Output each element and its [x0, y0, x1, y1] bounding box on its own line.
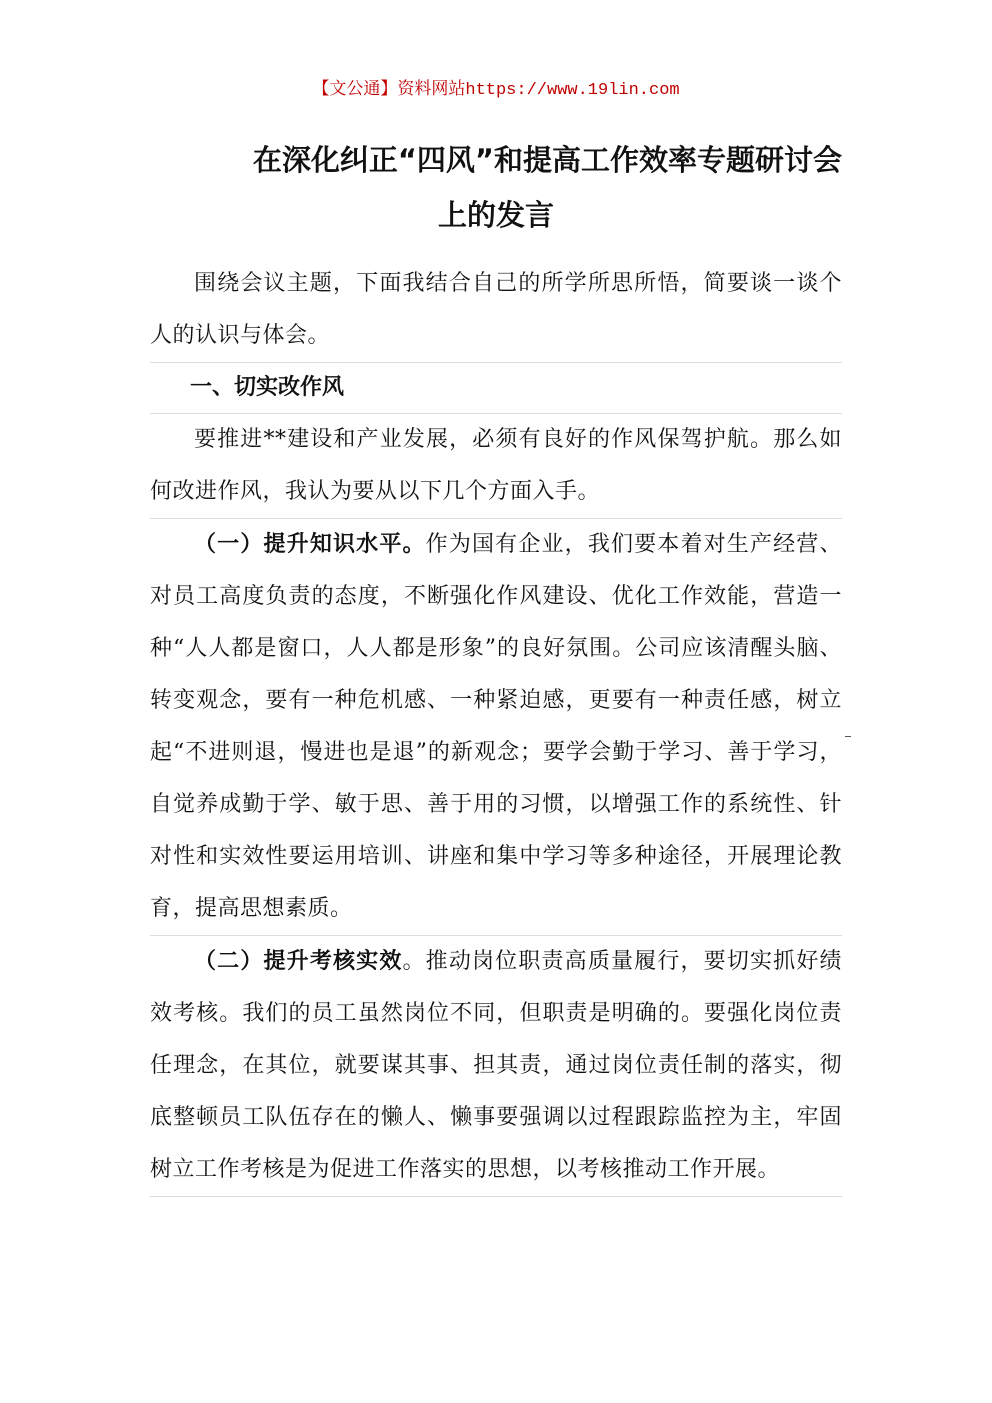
- item-2-text: 。推动岗位职责高质量履行，要切实抓好绩效考核。我们的员工虽然岗位不同，但职责是明确的。要强化岗位责任理念，在其位，就要谋其事、担其责，通过岗位责任制的落实，彻底整顿员工队伍存在的懒人、懒事要强调以过程跟踪监控为主，牢固树立工作考核是为促进工作落实的思想，以考核推动工作开展。: [150, 949, 842, 1182]
- margin-mark: [845, 736, 851, 737]
- document-title-line-1: 在深化纠正“四风”和提高工作效率专题研讨会: [252, 143, 842, 177]
- divider: [150, 1196, 842, 1197]
- intro-paragraph: 围绕会议主题，下面我结合自己的所学所思所悟，简要谈一谈个人的认识与体会。: [150, 271, 842, 348]
- document-title-line-2: 上的发言: [437, 198, 554, 232]
- item-1-label: （一）提升知识水平。: [194, 532, 426, 557]
- site-header: [0, 74, 992, 100]
- item-2-paragraph: [150, 936, 842, 1196]
- section-1-lead-paragraph: 要推进**建设和产业发展，必须有良好的作风保驾护航。那么如何改进作风，我认为要从以下几个方面入手。: [150, 427, 842, 504]
- site-url-link[interactable]: https://www.19lin.com: [465, 81, 680, 100]
- item-1-text: 作为国有企业，我们要本着对生产经营、对员工高度负责的态度，不断强化作风建设、优化工作效能，营造一种“人人都是窗口，人人都是形象”的良好氛围。公司应该清醒头脑、转变观念，要有一种危机感、一种紧迫感，更要有一种责任感，树立起“不进则退，慢进也是退”的新观念；要学会勤于学习、善于学习，自觉养成勤于学、敏于思、善于用的习惯，以增强工作的系统性、针对性和实效性要运用培训、讲座和集中学习等多种途径，开展理论教育，提高思想素质。: [150, 532, 842, 921]
- site-name: 【文公通】资料网站: [312, 79, 466, 99]
- document-body: [150, 258, 842, 1197]
- item-2-label: （二）提升考核实效: [194, 949, 403, 974]
- item-1-paragraph: [150, 519, 842, 935]
- section-1-heading: 一、切实改作风: [190, 375, 345, 400]
